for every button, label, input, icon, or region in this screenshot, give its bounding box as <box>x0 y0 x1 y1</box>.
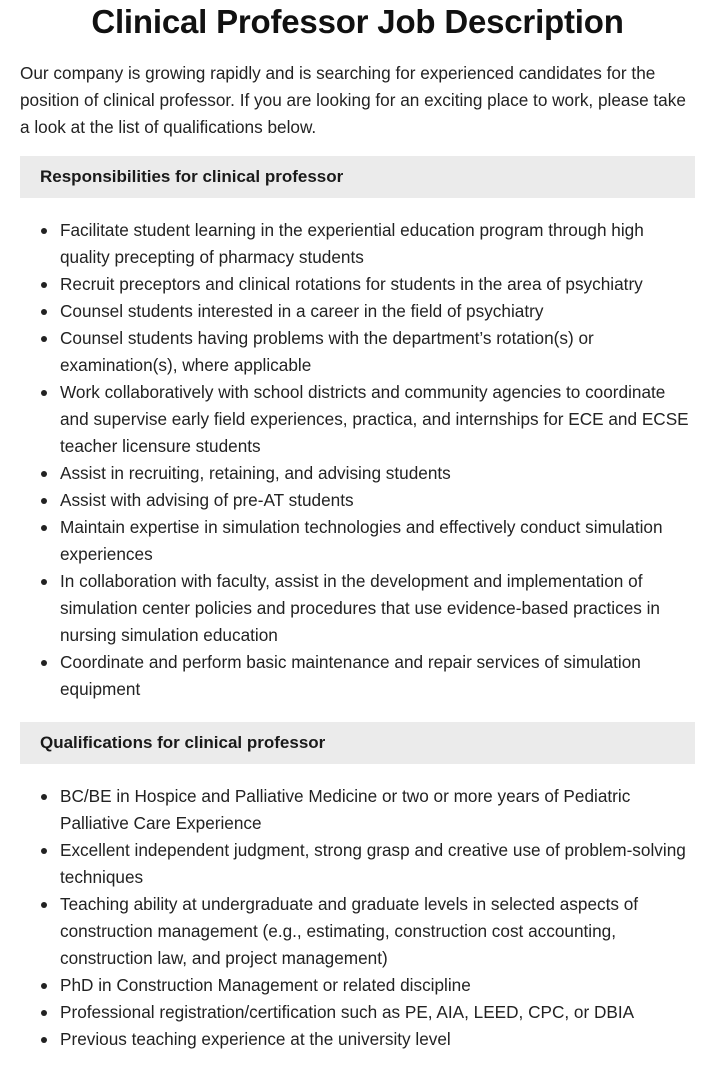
bullet-icon <box>41 498 47 504</box>
bullet-icon <box>41 390 47 396</box>
list-item <box>0 1026 715 1053</box>
list-item <box>0 298 715 325</box>
list-item-text: Excellent independent judgment, strong grasp and creative use of problem-solving techniques <box>60 840 686 887</box>
bullet-icon <box>41 1037 47 1043</box>
responsibilities-list <box>0 217 715 703</box>
list-item <box>0 999 715 1026</box>
list-item-text: In collaboration with faculty, assist in the development and implementation of simulation center policies and procedures that use evidence-based practices in nursing simulation education <box>60 571 660 645</box>
qualifications-heading: Qualifications for clinical professor <box>20 722 695 764</box>
page-title: Clinical Professor Job Description <box>91 3 624 40</box>
list-item-text: Teaching ability at undergraduate and graduate levels in selected aspects of construction management (e.g., estimating, construction cost accounting, construction law, and project management) <box>60 894 639 968</box>
bullet-icon <box>41 525 47 531</box>
list-item-text: Coordinate and perform basic maintenance and repair services of simulation equipment <box>60 652 641 699</box>
bullet-icon <box>41 902 47 908</box>
list-item-text: Professional registration/certification such as PE, AIA, LEED, CPC, or DBIA <box>60 1002 635 1022</box>
bullet-icon <box>41 336 47 342</box>
list-item-text: Work collaboratively with school districts and community agencies to coordinate and supervise early field experiences, practica, and internships for ECE and ECSE teacher licensure students <box>60 382 689 456</box>
qualifications-list <box>0 783 715 1053</box>
list-item-text: Recruit preceptors and clinical rotations for students in the area of psychiatry <box>60 274 643 294</box>
list-item <box>0 783 715 837</box>
bullet-icon <box>41 848 47 854</box>
list-item <box>0 217 715 271</box>
bullet-icon <box>41 579 47 585</box>
list-item-text: Counsel students having problems with the department’s rotation(s) or examination(s), where applicable <box>60 328 594 375</box>
list-item <box>0 460 715 487</box>
list-item-text: Counsel students interested in a career in the field of psychiatry <box>60 301 544 321</box>
bullet-icon <box>41 983 47 989</box>
list-item <box>0 379 715 460</box>
list-item-text: Assist in recruiting, retaining, and advising students <box>60 463 451 483</box>
list-item <box>0 891 715 972</box>
list-item <box>0 487 715 514</box>
bullet-icon <box>41 1010 47 1016</box>
list-item-text: BC/BE in Hospice and Palliative Medicine or two or more years of Pediatric Palliative Care Experience <box>60 786 631 833</box>
list-item-text: Assist with advising of pre-AT students <box>60 490 354 510</box>
list-item-text: Previous teaching experience at the university level <box>60 1029 451 1049</box>
bullet-icon <box>41 471 47 477</box>
list-item <box>0 972 715 999</box>
list-item-text: Maintain expertise in simulation technologies and effectively conduct simulation experiences <box>60 517 663 564</box>
list-item <box>0 514 715 568</box>
list-item <box>0 271 715 298</box>
list-item <box>0 325 715 379</box>
responsibilities-heading: Responsibilities for clinical professor <box>20 156 695 198</box>
list-item-text: PhD in Construction Management or related discipline <box>60 975 471 995</box>
bullet-icon <box>41 228 47 234</box>
bullet-icon <box>41 309 47 315</box>
list-item-text: Facilitate student learning in the experiential education program through high quality precepting of pharmacy students <box>60 220 644 267</box>
bullet-icon <box>41 794 47 800</box>
list-item <box>0 837 715 891</box>
intro-paragraph: Our company is growing rapidly and is searching for experienced candidates for the position of clinical professor. If you are looking for an exciting place to work, please take a look at the list of qualifications below. <box>20 63 686 137</box>
list-item <box>0 649 715 703</box>
bullet-icon <box>41 660 47 666</box>
list-item <box>0 568 715 649</box>
bullet-icon <box>41 282 47 288</box>
